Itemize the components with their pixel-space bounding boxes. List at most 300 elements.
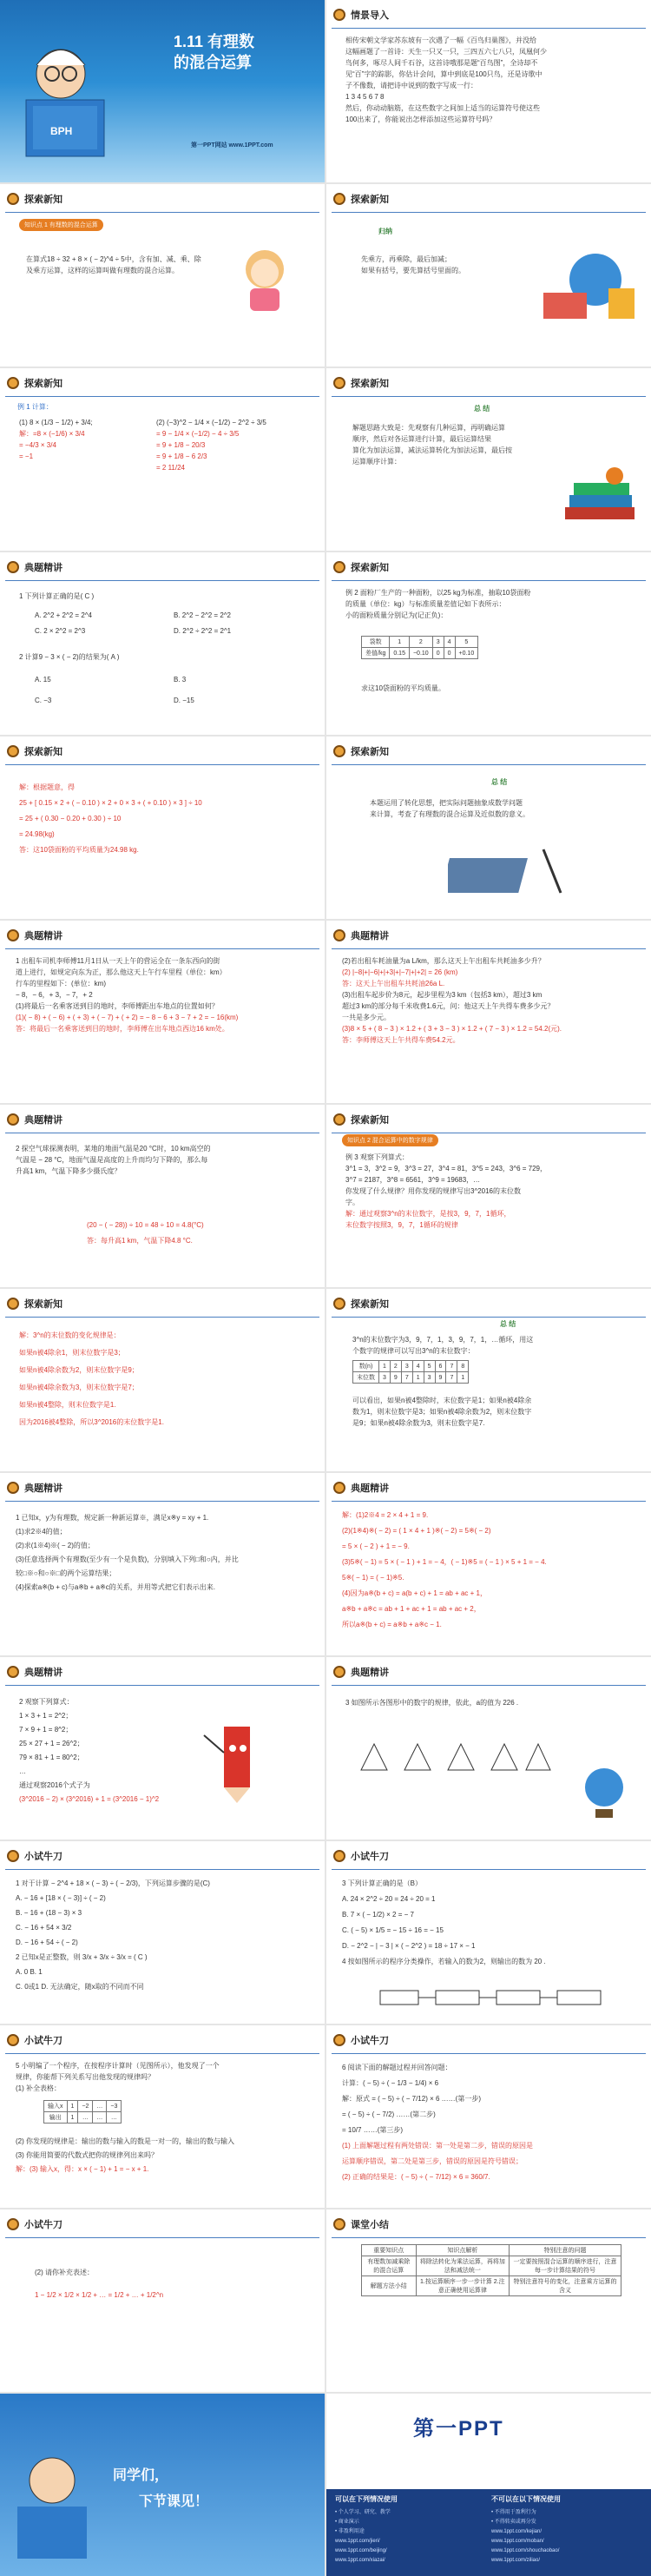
summary-text (370, 797, 529, 820)
list-item: • 非盈利用途 (335, 2529, 365, 2534)
slide-header (326, 1662, 651, 1681)
table-cell: 3 (424, 1372, 435, 1384)
answer-text (87, 1218, 204, 1249)
slide-header (326, 1478, 651, 1497)
header-divider (5, 1685, 319, 1686)
text-line: 5 小明编了一个程序，在按程序计算时（见图所示），他发现了一个 (16, 2062, 220, 2070)
definition-text (26, 254, 201, 276)
slide-title: 小试牛刀 (351, 2036, 389, 2046)
text-line: 气温是 − 28 °C，地面气温是高度的上升而均匀下降的，那么每 (16, 1156, 208, 1164)
option-a: A. 15 (35, 676, 51, 684)
question-text (342, 1876, 546, 1970)
table-cell: 有理数加减乘除的混合运算 (362, 2256, 417, 2276)
table-cell: −0.10 (409, 648, 432, 659)
header-divider (332, 212, 646, 213)
table-cell: … (78, 2112, 93, 2124)
slide-typical-7[interactable] (0, 1657, 325, 1840)
slide-explore-2[interactable] (326, 184, 651, 367)
list-item: • 商业演示 (335, 2520, 359, 2525)
slide-header (0, 558, 325, 577)
text-line: 例 3 观察下列算式： (345, 1153, 409, 1161)
option-c: C. 2 × 2^2 = 2^3 (35, 627, 86, 635)
text-line: (3)5※( − 1) = 5 × ( − 1 ) + 1 = − 4，( − 1)※5 = ( − 1 ) × 5 + 1 = − 4. (342, 1558, 547, 1566)
text-line: 1 − 1/2 × 1/2 × 1/2 + … = 1/2 + … + 1/2^n (35, 2291, 164, 2299)
table-row (44, 2112, 122, 2124)
text-line: A. 0 B. 1 (16, 1968, 43, 1976)
text-line: 答：这10袋面粉的平均质量为24.98 kg. (19, 846, 139, 854)
text-line: A. 24 × 2^2 ÷ 20 = 24 ÷ 20 = 1 (342, 1895, 436, 1903)
cover-title (174, 31, 254, 73)
header-divider (332, 1685, 646, 1686)
slide-title: 探索新知 (351, 1299, 389, 1310)
table-cell: 差值/kg (362, 648, 390, 659)
cover-site: 第一PPT网站 www.1PPT.com (191, 142, 273, 149)
text-line: 升高1 km，气温下降多少摄氏度？ (16, 1167, 122, 1175)
pencil-character-icon (200, 1709, 269, 1805)
text-line: 如果n被4整除，则末位数字是1. (19, 1401, 116, 1409)
text-line: 6 阅读下面的解题过程并回答问题： (342, 2064, 452, 2071)
slide-title: 典题精讲 (24, 1115, 62, 1126)
option-d: D. −15 (174, 697, 194, 704)
table-row (44, 2101, 122, 2112)
pin-icon (333, 193, 345, 205)
text-line: (1) 8 × (1/3 − 1/2) + 3/4; (19, 419, 93, 426)
pin-icon (7, 377, 19, 389)
question-tail: 求这10袋面粉的平均质量。 (361, 684, 445, 692)
header-divider (332, 2237, 646, 2238)
option-b: B. 2^2 − 2^2 = 2^2 (174, 611, 231, 619)
question-text (16, 1876, 210, 1994)
slide-intro[interactable] (326, 0, 651, 182)
question-text (16, 955, 238, 1034)
slide-title: 探索新知 (24, 747, 62, 757)
pin-icon (333, 1113, 345, 1126)
table-cell: 8 (457, 1361, 469, 1372)
slide-title: 典题精讲 (351, 1668, 389, 1678)
text-line: = ( − 5) ÷ ( − 7/2) ……(第二步) (342, 2110, 436, 2118)
table-cell: 2 (390, 1361, 401, 1372)
header-divider (332, 764, 646, 765)
table-cell: 3 (432, 637, 444, 648)
question-text (16, 1143, 211, 1177)
text-line: 可以看出，如果n被4整除时，末位数字是1；如果n被4除余 (352, 1397, 532, 1404)
text-line: 个数字的规律可以写出3^n的末位数字： (352, 1347, 475, 1355)
slide-header (0, 1294, 325, 1313)
question-text (342, 955, 562, 1046)
text-line: 算化为加法运算，减法运算转化为加法运算，最后按 (352, 446, 512, 454)
link[interactable]: www.1ppt.com/xiazai/ (335, 2558, 385, 2563)
table-cell: 1 (457, 1372, 469, 1384)
slide-header (0, 926, 325, 945)
slide-typical-5[interactable] (0, 1473, 325, 1655)
table-cell: −3 (107, 2101, 122, 2112)
slide-title: 探索新知 (24, 195, 62, 205)
header-divider (332, 2053, 646, 2054)
table-cell: 袋数 (362, 637, 390, 648)
table-cell: 末位数 (353, 1372, 379, 1384)
table-cell: 知识点解析 (416, 2245, 509, 2256)
question-2: 2 计算9 − 3 × ( − 2)的结果为( A ) (19, 653, 120, 661)
text-line: (20 − ( − 28)) ÷ 10 = 48 ÷ 10 = 4.8(°C) (87, 1221, 204, 1229)
text-line: 如果n被4除余数为2，则末位数字是9； (19, 1366, 139, 1374)
book-pen-icon (448, 832, 569, 910)
link[interactable]: www.1ppt.com/beijing/ (335, 2548, 387, 2553)
text-line: (2) |−8|+|−6|+|+3|+|−7|+|+2| = 26 (km) (342, 968, 458, 976)
slide-explore-4[interactable] (326, 368, 651, 551)
pin-icon (7, 1850, 19, 1862)
usage-forbidden-list (491, 2508, 559, 2566)
text-line: 解题思路大致是：先观察有几种运算，再明确运算 (352, 424, 505, 432)
text-line: 25 × 27 + 1 = 26^2； (19, 1740, 84, 1747)
question-text (35, 2262, 163, 2307)
table-cell: 1 (379, 1361, 391, 1372)
text-line: 运算顺序计算： (352, 458, 401, 466)
header-divider (5, 2237, 319, 2238)
slide-header (326, 1846, 651, 1866)
summary-label: 总 结 (491, 778, 508, 786)
table-cell: 5 (424, 1361, 435, 1372)
example-text (345, 1152, 547, 1231)
slide-header (0, 1478, 325, 1497)
text-line: 1 3 4 5 6 7 8 (345, 93, 385, 101)
text-line: 2 观察下列算式： (19, 1698, 74, 1706)
text-line: 1 已知x，y为有理数，规定新一种新运算※，满足x※y = xy + 1. (16, 1514, 209, 1522)
pin-icon (7, 2034, 19, 2046)
slide-explore-10[interactable] (326, 1289, 651, 1471)
text-line: (4)因为a※(b + c) = a(b + c) + 1 = ab + ac + 1， (342, 1589, 487, 1597)
solution-text (19, 1327, 164, 1431)
text-line: C. ( − 5) × 1/5 = − 15 ÷ 16 = − 15 (342, 1926, 444, 1934)
pin-icon (333, 2034, 345, 2046)
text-line: (1) 上面解题过程有两处错误：第一处是第二步，错误的原因是 (342, 2142, 533, 2150)
header-divider (5, 1317, 319, 1318)
slide-title: 典题精讲 (24, 563, 62, 573)
text-line: … (19, 1767, 26, 1775)
text-line: = 2 11/24 (156, 464, 185, 472)
slide-trial-4[interactable] (326, 2025, 651, 2208)
link[interactable]: www.1ppt.com/ziliao/ (491, 2558, 541, 2563)
text-line: = −1 (19, 452, 34, 460)
link[interactable]: www.1ppt.com/shouchaobao/ (491, 2548, 560, 2553)
list-item: • 不得转卖或再分发 (491, 2520, 536, 2525)
text-line: 如果n被4除余数为3，则末位数字是7； (19, 1384, 139, 1391)
slide-title: 小试牛刀 (351, 1852, 389, 1862)
summary-table (361, 2244, 621, 2296)
header-divider (5, 1501, 319, 1502)
table-cell: 4 (444, 637, 455, 648)
pin-icon (333, 1850, 345, 1862)
text-line: 3^1 = 3，3^2 = 9，3^3 = 27，3^4 = 81，3^5 = 243，3^6 = 729， (345, 1165, 548, 1172)
farewell-message (113, 2463, 208, 2515)
table-row (353, 1361, 469, 1372)
text-line: B. − 16 + (18 − 3) × 3 (16, 1909, 82, 1917)
table-row (353, 1372, 469, 1384)
table-cell: 9 (435, 1372, 446, 1384)
summary-detail (352, 1395, 531, 1429)
text-line: (2)(1※4)※( − 2) = ( 1 × 4 + 1 )※( − 2) = 5※( − 2) (342, 1527, 491, 1535)
text-line: 鸟何多，啄尽人间千石谷，这首诗哦那是题“百鸟图”，全诗却不 (345, 59, 538, 67)
data-table (361, 636, 478, 659)
knowledge-badge: 知识点 2 混合运算中的数字规律 (342, 1134, 438, 1146)
book-label: BPH (50, 125, 73, 137)
slide-typical-6[interactable] (326, 1473, 651, 1655)
text-line: 7 × 9 + 1 = 8^2； (19, 1726, 73, 1734)
slide-header (0, 1662, 325, 1681)
text-line: (2) (−3)^2 − 1/4 × (−1/2) − 2^2 ÷ 3/5 (156, 419, 266, 426)
slide-header (0, 1110, 325, 1129)
slide-title: 典题精讲 (24, 1668, 62, 1678)
slide-header (326, 558, 651, 577)
text-line: 解：(1)2※4 = 2 × 4 + 1 = 9. (342, 1511, 429, 1519)
slide-header (0, 189, 325, 208)
text-line: (3)任意选择两个有理数(至少有一个是负数)，分别填入下列□和○内，并比 (16, 1556, 239, 1563)
text-line: = 9 + 1/8 − 6 2/3 (156, 452, 207, 460)
slide-title: 探索新知 (351, 195, 389, 205)
option-a: A. 2^2 + 2^2 = 2^4 (35, 611, 92, 619)
cover-title-line1: 1.11 有理数 (174, 33, 255, 50)
slide-ending[interactable] (0, 2394, 325, 2576)
link[interactable]: www.1ppt.com/moban/ (491, 2539, 544, 2544)
link[interactable]: www.1ppt.com/jieri/ (335, 2539, 380, 2544)
slide-summary[interactable] (326, 2209, 651, 2392)
table-cell: … (93, 2112, 107, 2124)
solution-left (19, 417, 93, 462)
school-supplies-icon (535, 245, 639, 323)
table-row (362, 2245, 621, 2256)
pin-icon (333, 9, 345, 21)
table-cell: 7 (446, 1372, 457, 1384)
table-cell: 特别注意符号的变化，注意乘方运算的含义 (510, 2276, 621, 2296)
slide-explore-8[interactable] (326, 1105, 651, 1287)
farewell-line1: 同学们， (113, 2468, 169, 2483)
pin-icon (7, 561, 19, 573)
slide-typical-1[interactable] (0, 552, 325, 735)
table-row (362, 2256, 621, 2276)
header-divider (332, 1501, 646, 1502)
summary-label: 总 结 (474, 405, 490, 413)
header-divider (332, 948, 646, 949)
slide-typical-3[interactable] (326, 921, 651, 1103)
pin-icon (333, 929, 345, 941)
cartoon-girl-icon (234, 245, 295, 314)
text-line: = 24.98(kg) (19, 830, 55, 838)
text-line: 规律，你能帮下列关系写出他发现的规律吗？ (16, 2073, 155, 2081)
summary-text (361, 254, 465, 276)
slide-header (326, 2031, 651, 2050)
question-1: 1 下列计算正确的是( C ) (19, 592, 95, 600)
slide-typical-2[interactable] (0, 921, 325, 1103)
text-line: 行车的里程如下：(单位：km) (16, 980, 106, 987)
slide-title: 典题精讲 (24, 1483, 62, 1494)
table-cell: 3 (401, 1361, 412, 1372)
text-line: 3^7 = 2187，3^8 = 6561，3^9 = 19683，… (345, 1176, 481, 1184)
text-line: C. − 16 + 54 × 3/2 (16, 1924, 72, 1932)
slide-explore-7[interactable] (326, 736, 651, 919)
slide-ppt-info[interactable] (326, 2394, 651, 2576)
table-row (362, 648, 478, 659)
slide-header (326, 926, 651, 945)
option-b: B. 3 (174, 676, 187, 684)
slide-header (326, 2215, 651, 2234)
text-line: 相传宋朝文学家苏东坡有一次遇了一幅《百鸟归巢图》，并没给 (345, 36, 536, 44)
text-line: 例 2 面粉厂生产的一种面粉，以25 kg为标准，抽取10袋面粉 (345, 589, 531, 597)
text-line: 2 已知x是正整数，则 3/x + 3/x ÷ 3/x = ( C ) (16, 1953, 148, 1961)
slide-typical-4[interactable] (0, 1105, 325, 1287)
slide-title: 探索新知 (24, 1299, 62, 1310)
slide-title: 典题精讲 (351, 931, 389, 941)
list-item: • 个人学习、研究、教学 (335, 2510, 391, 2515)
text-line: a※b + a※c = ab + 1 + ac + 1 = ab + ac + 2， (342, 1605, 481, 1613)
question-tail (16, 2135, 234, 2176)
slide-header (0, 1846, 325, 1866)
slide-header (0, 2215, 325, 2234)
text-line: = 25 + ( 0.30 − 0.20 + 0.30 ) ÷ 10 (19, 815, 122, 822)
table-row (362, 637, 478, 648)
question-text (342, 2060, 533, 2185)
text-line: 2 探空气球探测表明，某地的地面气温是20 °C时，10 km高空的 (16, 1145, 211, 1153)
table-cell: 一定要按照混合运算的顺序进行，注意每一步计算结果的符号 (510, 2256, 621, 2276)
table-cell: 0 (432, 648, 444, 659)
cover-title-line2: 的混合运算 (174, 54, 252, 71)
text-line: 超过3 km的部分每千米收费1.6元，问：他这天上午共得车费多少元？ (342, 1002, 555, 1010)
slide-cover[interactable] (0, 0, 325, 182)
table-cell: 6 (435, 1361, 446, 1372)
knowledge-badge: 知识点 1 有理数的混合运算 (19, 219, 103, 231)
text-line: 字。 (345, 1199, 359, 1206)
text-line: 来计算，考查了有理数的混合运算及近似数的意义。 (370, 810, 529, 818)
slide-typical-8[interactable] (326, 1657, 651, 1840)
table-cell: 5 (455, 637, 478, 648)
slide-explore-6[interactable] (0, 736, 325, 919)
table-cell: 7 (446, 1361, 457, 1372)
slide-header (326, 373, 651, 393)
table-cell: 0 (444, 648, 455, 659)
slide-trial-1[interactable] (0, 1841, 325, 2024)
solution-right (156, 417, 266, 473)
slide-explore-9[interactable] (0, 1289, 325, 1471)
table-cell: 重要知识点 (362, 2245, 417, 2256)
text-line: 解：通过观察3^n的末位数字，是按3，9，7，1循环， (345, 1210, 511, 1218)
table-cell: 2 (409, 637, 432, 648)
text-line: = 5 × ( − 2 ) + 1 = − 9. (342, 1542, 410, 1550)
slide-title: 典题精讲 (351, 1483, 389, 1494)
text-line: (3^2016 − 2) × (3^2016) + 1 = (3^2016 − 1)^2 (19, 1795, 160, 1803)
text-line: 小的面粉质量分别记为(记正负)： (345, 611, 448, 619)
pattern-table (352, 1360, 469, 1384)
text-line: 你发现了什么规律？用你发现的规律写出3^2016的末位数 (345, 1187, 521, 1195)
intro-text (345, 35, 547, 125)
table-cell: 3 (379, 1372, 391, 1384)
header-divider (332, 1869, 646, 1870)
slide-explore-1[interactable] (0, 184, 325, 367)
text-line: 通过观察2016个式子为 (19, 1781, 90, 1789)
text-line: (2) 你发现的规律是：输出的数与输入的数是一对一的，输出的数与输入 (16, 2137, 234, 2145)
table-cell: 1 (412, 1372, 424, 1384)
header-divider (5, 396, 319, 397)
text-line: 解：原式 = ( − 5) ÷ ( − 7/12) × 6 ……(第一步) (342, 2095, 481, 2103)
text-line: 解：(3) 输入x，得：x × ( − 1) + 1 = − x + 1. (16, 2165, 149, 2173)
slide-title: 情景导入 (351, 10, 389, 21)
text-line: 运算顺序错误，第二处是第三步，错误的原因是符号错误； (342, 2157, 523, 2165)
table-row (362, 2276, 621, 2296)
books-stack-icon (561, 464, 639, 533)
text-line: (1)求2※4的值； (16, 1528, 67, 1536)
slide-title: 探索新知 (351, 1115, 389, 1126)
text-line: 如果n被4除余1，则末位数字是3； (19, 1349, 125, 1357)
slide-explore-3[interactable] (0, 368, 325, 551)
slide-trial-5[interactable] (0, 2209, 325, 2392)
header-divider (332, 396, 646, 397)
text-line: 解：3^n的末位数的变化规律是： (19, 1331, 121, 1339)
text-line: 数为1，则末位数字是3；如果n被4除余数为2，则末位数字 (352, 1408, 532, 1416)
text-line: 较□※○和○※□的两个运算结果； (16, 1569, 116, 1577)
table-cell: … (93, 2101, 107, 2112)
summary-text (352, 422, 512, 467)
summary-label: 归纳 (378, 228, 392, 235)
summary-intro (352, 1334, 533, 1357)
header-divider (5, 1869, 319, 1870)
table-cell: 数(n) (353, 1361, 379, 1372)
text-line: C. 0或1 D. 无法确定，随x取的不同而不同 (16, 1983, 144, 1991)
pin-icon (333, 377, 345, 389)
pin-icon (7, 929, 19, 941)
text-line: 先乘方，再乘除，最后加减； (361, 255, 451, 263)
example-label: 例 1 计算： (17, 403, 53, 411)
text-line: 答：这天上午出租车共耗油26a L. (342, 980, 445, 987)
text-line: = −4/3 × 3/4 (19, 441, 56, 449)
ppt-logo: 第一PPT (413, 2417, 504, 2441)
text-line: 本题运用了转化思想，把实际问题抽象成数学问题 (370, 799, 523, 807)
question-text (16, 1511, 239, 1595)
slide-trial-2[interactable] (326, 1841, 651, 2024)
solution-text (19, 780, 202, 858)
text-line: 100出来了，你能说出怎样添加这些运算符号吗？ (345, 116, 496, 123)
slide-title: 探索新知 (351, 379, 389, 389)
text-line: 4 按如图所示的程序分类操作，若输入的数为2，则输出的数为 20 . (342, 1958, 546, 1965)
pin-icon (333, 561, 345, 573)
text-line: 1 出租车司机李师傅11月1日从一天上午的营运全在一条东西向的街 (16, 957, 220, 965)
question-text: 3 如图所示各图形中的数字的规律，依此，a的值为 226 . (345, 1699, 519, 1707)
text-line: (2) 正确的结果是：( − 5) ÷ ( − 7/12) × 6 = 360/7. (342, 2173, 490, 2181)
text-line: B. 7 × ( − 1/2) × 2 = − 7 (342, 1911, 414, 1919)
slide-title: 小试牛刀 (24, 2220, 62, 2230)
text-line: 1 × 3 + 1 = 2^2； (19, 1712, 73, 1720)
table-cell: −2 (78, 2101, 93, 2112)
pin-icon (7, 1298, 19, 1310)
slide-header (326, 1294, 651, 1313)
text-line: 答：将最后一名乘客送到目的地时，李师傅在出车地点西边16 km处。 (16, 1025, 229, 1033)
farewell-line2: 下节课见！ (139, 2494, 209, 2509)
pin-icon (7, 745, 19, 757)
slide-explore-5[interactable] (326, 552, 651, 735)
text-line: = 10/7 ……(第三步) (342, 2126, 404, 2134)
link[interactable]: www.1ppt.com/kejian/ (491, 2529, 542, 2534)
slide-title: 典题精讲 (24, 931, 62, 941)
text-line: 这幅画题了一首诗：天生一只又一只，三四五六七八只，凤凰何少 (345, 48, 547, 56)
header-divider (332, 580, 646, 581)
solution-text (342, 1508, 547, 1633)
header-divider (5, 764, 319, 765)
text-line: (1)( − 8) + ( − 6) + ( + 3) + ( − 7) + ( + 2) = − 8 − 6 + 3 − 7 + 2 = − 16(km) (16, 1014, 239, 1021)
usage-forbidden-title: 不可以在以下情况使用 (491, 2495, 561, 2503)
pin-icon (333, 1482, 345, 1494)
cartoon-reader-icon (9, 35, 139, 165)
text-line: 解：=8 × (−1/6) × 3/4 (19, 430, 85, 438)
text-line: 25 + [ 0.15 × 2 + ( − 0.10 ) × 2 + 0 × 3 + ( + 0.10 ) × 3 ] ÷ 10 (19, 799, 202, 807)
summary-label: 总 结 (500, 1320, 516, 1328)
slide-trial-3[interactable] (0, 2025, 325, 2208)
table-cell: 7 (401, 1372, 412, 1384)
